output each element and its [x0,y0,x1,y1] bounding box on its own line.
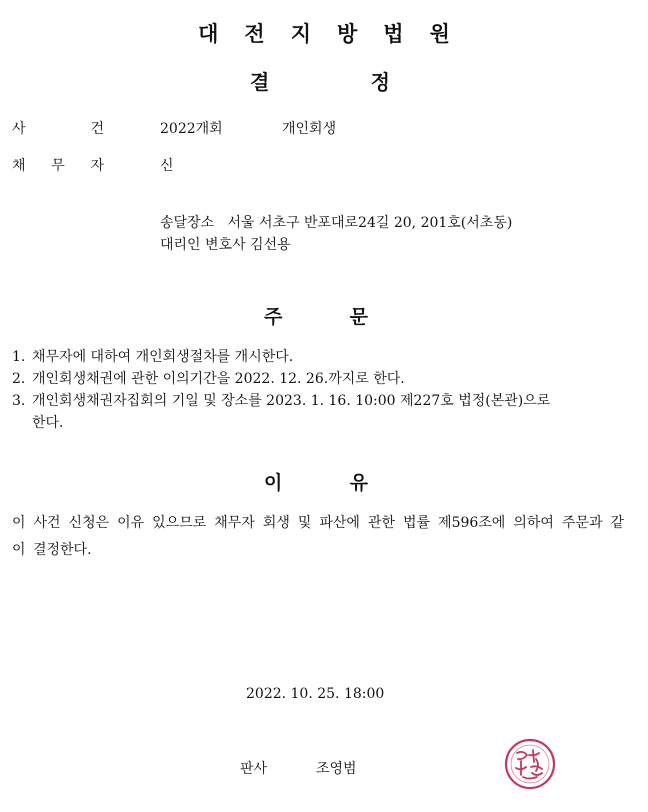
order-item: 3. 개인회생채권자집회의 기일 및 장소를 2023. 1. 16. 10:00 제227호 법정(본관)으로 한다. [12,393,551,431]
reason-text: 이 사건 신청은 이유 있으므로 채무자 회생 및 파산에 관한 법률 제596조에 의하여 주문과 같이 결정한다. [12,515,624,558]
case-name: 개인회생 [282,121,337,137]
doc-type-char: 정 [370,70,390,94]
court-seal-icon [503,737,557,791]
case-number: 2022개회 [160,121,223,137]
document-type-title [250,66,390,95]
doc-type-char: 결 [250,70,270,94]
order-list [12,346,624,434]
order-item: 2. 개인회생채권에 관한 이의기간을 2022. 12. 26.까지로 한다. [12,371,405,387]
debtor-label: 채 무 자 [12,158,104,174]
order-title: 주 문 [264,306,368,328]
order-item: 1. 채무자에 대하여 개인회생절차를 개시한다. [12,349,294,365]
case-label: 사 건 [12,121,104,137]
service-address: 송달장소 서울 서초구 반포대로24길 20, 201호(서초동) [160,215,513,231]
court-name: 대전지방법원 [198,22,476,46]
decision-datetime: 2022. 10. 25. 18:00 [246,686,385,702]
reason-title: 이 유 [264,472,368,494]
judge-title: 판사 [240,761,268,777]
debtor-name: 신 [160,158,174,174]
judge-name: 조영범 [316,761,357,777]
agent-attorney: 대리인 변호사 김선용 [160,237,291,253]
